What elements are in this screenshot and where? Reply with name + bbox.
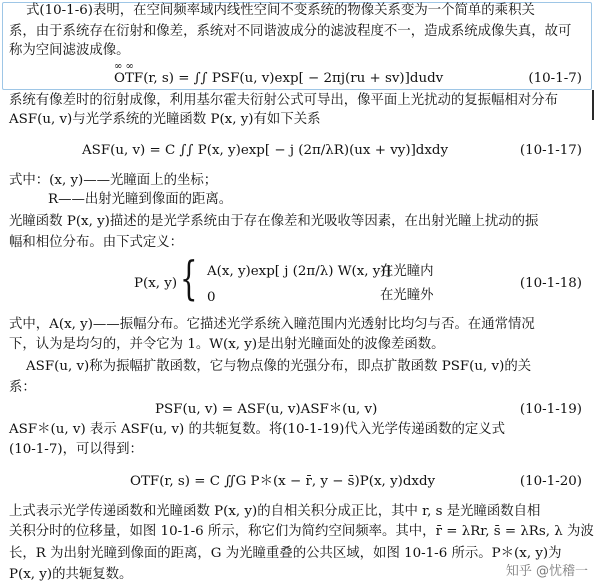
equation-number: (10-1-20) (519, 474, 582, 489)
paragraph-line: ASF(u, v)称为振幅扩散函数，它与物点像的光强分布，即点扩散函数 PSF(u, v)的关 (26, 359, 532, 374)
equation-number: (10-1-19) (519, 402, 582, 417)
paragraph-line: 系，由于系统存在衍射和像差，系统对不同谐波成分的滤波程度不一，造成系统成像失真，故可 (9, 24, 572, 39)
paragraph-line: 称为空间滤波成像。 (9, 43, 130, 58)
watermark (506, 563, 588, 581)
paragraph-line: ASF＊(u, v) 表示 ASF(u, v) 的共轭复数。将(10-1-19)代入光学传递函数的定义式 (9, 422, 506, 437)
pupil-case-inside-condition: 在光瞳内 (380, 264, 434, 279)
integral-limits: ∞ ∞ (114, 61, 134, 72)
paragraph-line: 长，R 为出射光瞳到像面的距离，G 为光瞳重叠的公共区域，如图 10-1-6 所示。P＊(x, y)为 (9, 546, 562, 561)
paragraph-line: ASF(u, v)与光学系统的光瞳函数 P(x, y)有如下关系 (9, 112, 321, 127)
paragraph-line: 下，认为是均匀的，并令它为 1。W(x, y)是出射光瞳面处的波像差函数。 (9, 337, 445, 352)
equation-asf: ASF(u, v) = C ∫∫ P(x, y)exp[ − j (2π/λR)(ux + vy)]dxdy (82, 143, 449, 158)
equation-number: (10-1-17) (519, 143, 582, 158)
pupil-function-lhs: P(x, y) (134, 276, 178, 291)
pupil-case-outside-condition: 在光瞳外 (380, 288, 434, 303)
equation-otf-psf: OTF(r, s) = ∫∫ PSF(u, v)exp[ − 2πj(ru + sv)]dudv (114, 71, 444, 86)
equation-psf: PSF(u, v) = ASF(u, v)ASF＊(u, v) (155, 402, 378, 417)
paragraph-line: P(x, y)的共轭复数。 (9, 567, 133, 582)
pupil-case-outside: 0 (207, 290, 216, 305)
paragraph-line: 系： (9, 380, 36, 395)
paragraph-line: 幅和相位分布。由下式定义： (9, 235, 184, 250)
equation-number: (10-1-7) (528, 71, 582, 86)
brace-icon: { (180, 251, 198, 305)
paragraph-line: 光瞳函数 P(x, y)描述的是光学系统由于存在像差和光吸收等因素，在出射光瞳上扰动的振 (9, 214, 539, 229)
equation-otf-autocorrelation: OTF(r, s) = C ∬G P＊(x − r̄, y − s̄)P(x, y)dxdy (130, 474, 436, 489)
text-cursor-bar (592, 90, 594, 120)
paragraph-line: R——出射光瞳到像面的距离。 (48, 192, 233, 207)
paragraph-line: (10-1-7)，可以得到： (9, 442, 143, 457)
paragraph-line: 上式表示光学传递函数和光瞳函数 P(x, y)的自相关积分成正比，其中 r, s 是光瞳函数自相 (9, 504, 541, 519)
paragraph-line: 系统有像差时的衍射成像，利用基尔霍夫衍射公式可导出，像平面上光扰动的复振幅相对分布 (9, 93, 559, 108)
paragraph-line: 式中：(x, y)——光瞳面上的坐标； (9, 173, 218, 188)
paragraph-line: 式(10-1-6)表明，在空间频率域内线性空间不变系统的物像关系变为一个简单的乘积关 (26, 3, 535, 18)
paragraph-line: 关积分时的位移量，如图 10-1-6 所示，称它们为简约空间频率。其中，r̄ = λRr, s̄ = λRs, λ 为波 (9, 524, 594, 539)
pupil-case-inside: A(x, y)exp[ j (2π/λ) W(x, y)] (207, 264, 391, 279)
watermark-text: 知乎 @忧稽一 (505, 564, 588, 579)
paragraph-line: 式中，A(x, y)——振幅分布。它描述光学系统入瞳范围内光透射比均匀与否。在通常情况 (9, 317, 535, 332)
equation-number: (10-1-18) (519, 276, 582, 291)
